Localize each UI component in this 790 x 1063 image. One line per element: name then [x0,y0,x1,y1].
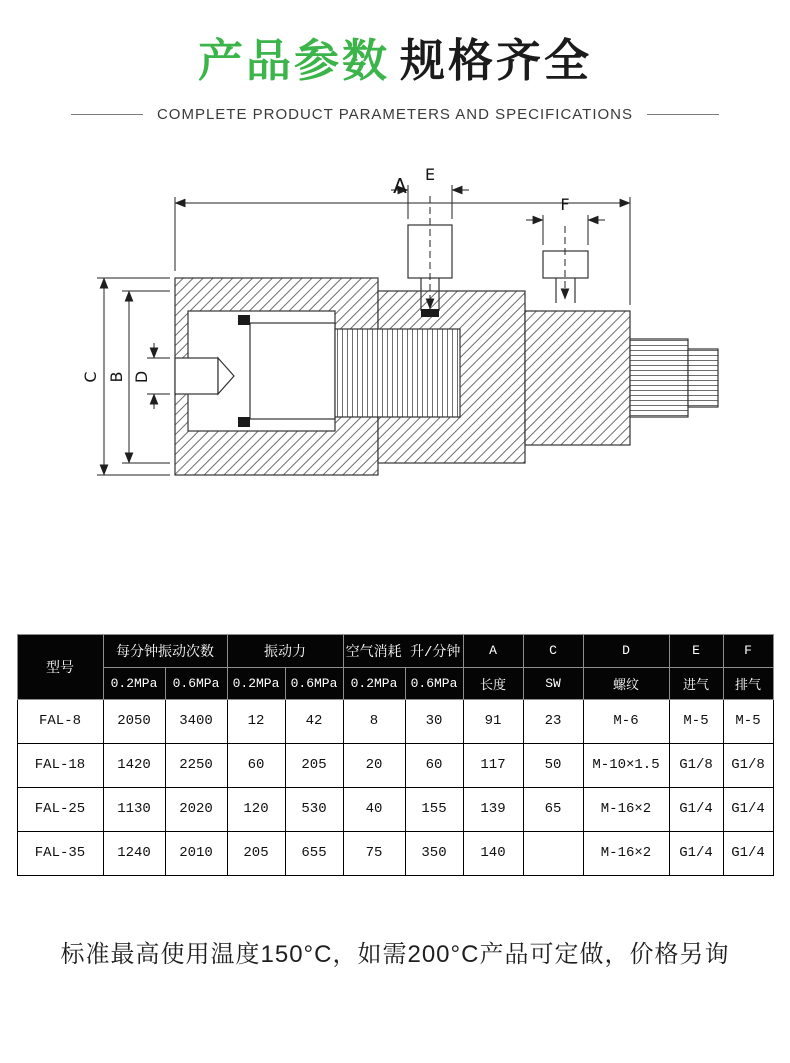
technical-drawing [0,163,790,600]
cell-value: 30 [405,699,463,743]
cell-value: 205 [285,743,343,787]
subheader-thread: 螺纹 [583,667,669,699]
table-row [17,787,773,831]
cell-value [523,831,583,875]
cell-value: M-16×2 [583,831,669,875]
port-e-valve [421,309,439,317]
cell-value: 91 [463,699,523,743]
dim-label-e: E [424,164,436,184]
cell-value: 23 [523,699,583,743]
subheader-06mpa: 0.6MPa [165,667,227,699]
subtitle-text: COMPLETE PRODUCT PARAMETERS AND SPECIFICATIONS [156,105,634,123]
col-header-e: E [669,634,723,667]
cell-value: 530 [285,787,343,831]
piston-seal-top [238,315,250,325]
cell-model: FAL-18 [17,743,103,787]
footer-note: 标准最高使用温度150°C，如需200°C产品可定做，价格另询 [60,940,730,968]
subheader-length: 长度 [463,667,523,699]
cell-model: FAL-8 [17,699,103,743]
dim-label-b: B [107,371,126,382]
cell-value: 155 [405,787,463,831]
cell-value: G1/8 [723,743,773,787]
dim-label-d: D [132,370,151,383]
cell-value: M-5 [669,699,723,743]
cell-value: 40 [343,787,405,831]
page-title [0,36,790,86]
subheader-02mpa: 0.2MPa [343,667,405,699]
spring-section [335,329,460,417]
cell-value: 60 [405,743,463,787]
subtitle-divider-left [71,114,143,115]
cell-value: 139 [463,787,523,831]
shaft [630,339,688,417]
subheader-02mpa: 0.2MPa [103,667,165,699]
cell-value: 65 [523,787,583,831]
cell-value: 2050 [103,699,165,743]
cell-value: 120 [227,787,285,831]
subheader-06mpa: 0.6MPa [405,667,463,699]
piston [250,323,335,419]
cell-value: 20 [343,743,405,787]
col-group-air: 空气消耗 升/分钟 [343,634,463,667]
subtitle-row [0,106,790,123]
vibrator-body [175,225,718,475]
table-row [17,831,773,875]
cell-value: G1/8 [669,743,723,787]
cell-value: 8 [343,699,405,743]
cell-value: 75 [343,831,405,875]
title-cn-dark: 规格齐全 [400,35,593,86]
col-group-vibrations: 每分钟振动次数 [103,634,227,667]
cell-value: M-16×2 [583,787,669,831]
cell-value: G1/4 [669,831,723,875]
col-header-d: D [583,634,669,667]
table-row [17,743,773,787]
cell-value: 1420 [103,743,165,787]
subheader-inlet: 进气 [669,667,723,699]
subheader-06mpa: 0.6MPa [285,667,343,699]
subtitle-divider-right [647,114,719,115]
cell-value: 60 [227,743,285,787]
col-header-model: 型号 [17,634,103,699]
cell-value: 1130 [103,787,165,831]
dim-label-f: F [560,194,570,214]
cell-value: 50 [523,743,583,787]
dim-label-c: C [81,370,100,383]
piston-seal-bottom [238,417,250,427]
cell-value: 140 [463,831,523,875]
cell-value: 655 [285,831,343,875]
cell-value: 117 [463,743,523,787]
header [0,0,790,123]
cell-value: M-10×1.5 [583,743,669,787]
header-row-subs [17,667,773,699]
col-header-a: A [463,634,523,667]
spec-table [17,634,774,876]
subheader-02mpa: 0.2MPa [227,667,285,699]
cell-value: G1/4 [723,787,773,831]
shaft-tip [688,349,718,407]
cell-value: M-6 [583,699,669,743]
cell-value: 42 [285,699,343,743]
subheader-outlet: 排气 [723,667,773,699]
col-header-f: F [723,634,773,667]
cell-value: 3400 [165,699,227,743]
mount-bore [175,358,218,394]
cell-value: 12 [227,699,285,743]
cell-value: 2020 [165,787,227,831]
dim-label-a: A [393,173,407,198]
cell-value: 1240 [103,831,165,875]
body-right-block [525,311,630,445]
col-header-c: C [523,634,583,667]
cell-model: FAL-25 [17,787,103,831]
title-cn-green: 产品参数 [197,35,390,86]
cell-value: 350 [405,831,463,875]
cell-value: 205 [227,831,285,875]
vibrator-cross-section-svg [0,163,790,595]
col-group-force: 振动力 [227,634,343,667]
table-row [17,699,773,743]
header-row-groups [17,634,773,667]
cell-model: FAL-35 [17,831,103,875]
subheader-sw: SW [523,667,583,699]
cell-value: G1/4 [669,787,723,831]
cell-value: G1/4 [723,831,773,875]
cell-value: 2010 [165,831,227,875]
cell-value: 2250 [165,743,227,787]
cell-value: M-5 [723,699,773,743]
